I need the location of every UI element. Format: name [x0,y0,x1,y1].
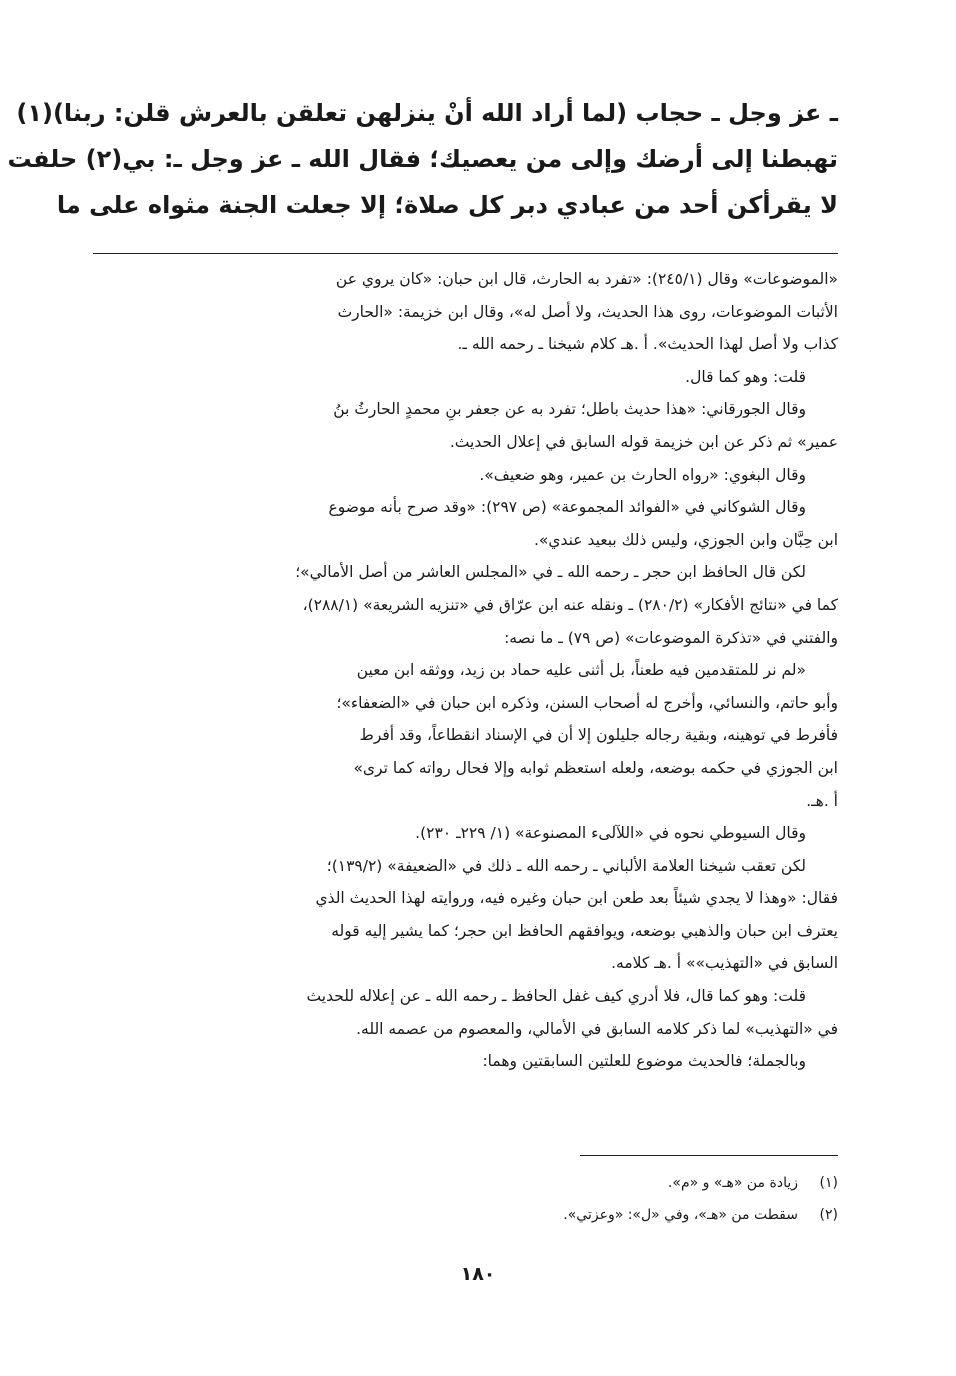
commentary-line: في «التهذيب» لما ذكر كلامه السابق في الأمالي، والمعصوم من عصمه الله. [356,1019,838,1038]
main-text-divider [93,253,838,254]
commentary-line: السابق في «التهذيب»» أ .هـ كلامه. [611,954,838,973]
commentary-line: «لم نر للمتقدمين فيه طعناً، بل أثنى عليه حماد بن زيد، ووثقه ابن معين [356,661,806,680]
commentary-line: والفتني في «تذكرة الموضوعات» (ص ٧٩) ـ ما نصه: [504,628,838,647]
footnote-text: سقطت من «هـ»، وفي «ل»: «وعزتي». [563,1207,798,1223]
commentary-line: قلت: وهو كما قال، فلا أدري كيف غفل الحافظ ـ رحمه الله ـ عن إعلاله للحديث [306,987,806,1006]
commentary-block [93,263,838,1078]
main-text-line: تهبطنا إلى أرضك وإلى من يعصيك؛ فقال الله ـ عز وجل ـ: بي(٢) حلفت [7,145,838,173]
main-text-line: لا يقرأكن أحد من عبادي دبر كل صلاة؛ إلا جعلت الجنة مثواه على ما [56,191,838,219]
commentary-line: ابن حِبَّان وابن الجوزي، وليس ذلك ببعيد عندي». [533,530,838,549]
main-text-line: ـ عز وجل ـ حجاب (لما أراد الله أنْ ينزلهن تعلقن بالعرش قلن: ربنا)(١) [16,99,838,127]
commentary-line: كذاب ولا أصل لهذا الحديث». أ .هـ كلام شيخنا ـ رحمه الله ـ. [457,335,838,354]
commentary-line: وأبو حاتم، والنسائي، وأخرج له أصحاب السنن، وذكره ابن حبان في «الضعفاء»؛ [336,693,838,712]
commentary-line: وقال البغوي: «رواه الحارث بن عمير، وهو ضعيف». [479,465,806,484]
page-number: ١٨٠ [460,1263,496,1285]
commentary-line: لكن قال الحافظ ابن حجر ـ رحمه الله ـ في «المجلس العاشر من أصل الأمالي»؛ [295,563,806,582]
commentary-line: وقال الشوكاني في «الفوائد المجموعة» (ص ٢٩٧): «وقد صرح بأنه موضوع [328,498,806,517]
footnotes-block [93,1167,838,1231]
commentary-line: وقال السيوطي نحوه في «اللآلىء المصنوعة» (١/ ٢٢٩ـ ٢٣٠). [415,824,806,843]
commentary-line: فأفرط في توهينه، وبقية رجاله جليلون إلا أن في الإسناد انقطاعاً، وقد أفرط [359,726,838,745]
footnote-divider [580,1155,838,1156]
commentary-line: وبالجملة؛ فالحديث موضوع للعلتين السابقتين وهما: [482,1052,806,1071]
commentary-line: وقال الجورقاني: «هذا حديث باطل؛ تفرد به عن جعفر بنِ محمدٍ الحارثُ بنُ [333,400,806,419]
footnote-number: (٢) [819,1207,838,1223]
main-text-block [7,90,838,228]
footnote [93,1199,838,1231]
footnote [93,1167,838,1199]
footnote-number: (١) [819,1175,838,1191]
commentary-line: يعترف ابن حبان والذهبي بوضعه، ويوافقهم الحافظ ابن حجر؛ كما يشير إليه قوله [331,921,838,940]
commentary-line: ابن الجوزي في حكمه بوضعه، ولعله استعظم ثوابه وإلا فحال رواته كما ترى» [353,758,838,777]
commentary-line: أ .هـ. [806,791,838,810]
commentary-line: لكن تعقب شيخنا العلامة الألباني ـ رحمه الله ـ ذلك في «الضعيفة» (١٣٩/٢)؛ [326,856,806,875]
commentary-line: قلت: وهو كما قال. [685,367,806,386]
commentary-line: «الموضوعات» وقال (٢٤٥/١): «تفرد به الحارث، قال ابن حبان: «كان يروي عن [335,270,838,288]
commentary-line: الأثبات الموضوعات، روى هذا الحديث، ولا أصل له»، وقال ابن خزيمة: «الحارث [337,302,838,321]
commentary-line: كما في «نتائج الأفكار» (٢٨٠/٢) ـ ونقله عنه ابن عرّاق في «تنزيه الشريعة» (٢٨٨/١)، [302,595,838,614]
footnote-text: زيادة من «هـ» و «م». [667,1175,798,1191]
commentary-line: فقال: «وهذا لا يجدي شيئاً بعد طعن ابن حبان وغيره فيه، وروايته لهذا الحديث الذي [315,889,838,908]
commentary-line: عمير» ثم ذكر عن ابن خزيمة قوله السابق في إعلال الحديث. [449,432,838,451]
